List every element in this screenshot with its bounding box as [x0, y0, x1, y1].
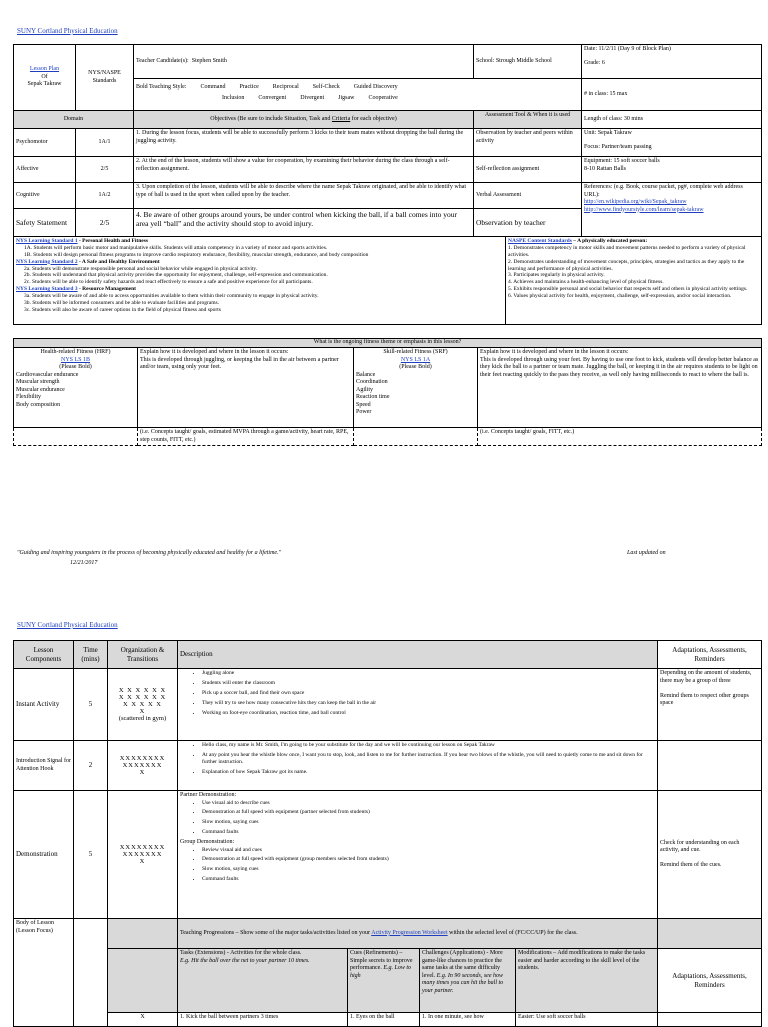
naspe-1: 1. Demonstrates competency in motor skills and movement patterns needed to perform a variety of physical activities.: [508, 244, 746, 258]
srf-item-6: Power: [356, 409, 372, 415]
nys-std-2a: 2a. Students will demonstrate responsible personal and social behavior while engaged in physical activity.: [24, 265, 258, 272]
group-bullet-2: • Demonstration at full speed with equipment (group members selected from students): [202, 856, 655, 863]
std-safety: 2/5: [76, 209, 134, 237]
srf-please-bold: (Please Bold): [399, 364, 432, 370]
domain-affective: Affective: [14, 157, 76, 183]
footer-quote: "Guiding and inspiring youngsters in the process of becoming physically educated and healthy for a lifetime.": [17, 550, 282, 556]
grade: Grade: 6: [584, 59, 605, 66]
nys-standard-3-link[interactable]: NYS Learning Standard 3: [16, 286, 78, 293]
fitness-table: [13, 338, 762, 446]
focus: Focus: Partner/team passing: [584, 143, 652, 150]
reference-link-1[interactable]: http://en.wikipedia.org/wiki/Sepak_takraw: [584, 199, 687, 205]
std-psychomotor: 1A/1: [76, 129, 134, 157]
hrf-please-bold: (Please Bold): [59, 364, 92, 370]
header-link[interactable]: SUNY Cortland Physical Education: [17, 27, 118, 35]
body-adapt-spacer: [658, 919, 762, 949]
body-row-challenge: 1. In one minute, see how: [420, 1013, 516, 1027]
instant-bullet-2: • Students will enter the classroom: [202, 680, 655, 687]
naspe-standards-cell: NASPE Content Standards – A physically educated person: 1. Demonstrates competency in motor skills and movement patterns needed to perform a variety of physical activities. 2. Demonstrates understanding of movement concepts, principles, strategies and tactics as they apply to the learning and performance of physical activities. 3. Participates regularly in physical activity. 4. Achieves and maintains a health-enhancing level of physical fitness. 5. Exhibits responsible personal and social behavior that respects self and others in physical activity settings. 6. Values physical activity for health, enjoyment, challenge, self-expression, and/or social interaction.: [506, 237, 762, 325]
group-bullet-3: • Slow motion, saying cues: [202, 866, 655, 873]
srf-item-2: Coordination: [356, 379, 388, 385]
style-cooperative: Cooperative: [368, 94, 398, 101]
partner-bullet-4: • Command faults: [202, 829, 655, 836]
assess-1: Observation by teacher and peers within activity: [474, 129, 582, 157]
style-command: Command: [200, 84, 226, 90]
partner-bullet-2: • Demonstration at full speed with equipment (partner selected from students): [202, 809, 655, 816]
body-row-cue: 1. Eyes on the ball: [348, 1013, 420, 1027]
class-length: Length of class: 30 mins: [582, 111, 762, 129]
demonstration-adaptations: Check for understanding on each activity, and cue. Remind them of the cues.: [658, 791, 762, 919]
unit: Unit: Sepak Takraw: [584, 130, 632, 136]
lesson-title-cell: [14, 45, 76, 111]
naspe-5: 5. Exhibits responsible personal and social behavior that respects self and others in physical activity settings.: [508, 286, 748, 293]
body-org-spacer-2: [108, 949, 178, 1013]
naspe-standards-link[interactable]: NASPE Content Standards: [508, 238, 572, 244]
body-of-lesson-label: Body of Lesson (Lesson Focus): [14, 919, 74, 1027]
hrf-link[interactable]: NYS LS 1B: [60, 356, 90, 363]
instant-organization: X X X X X X X X X X X X X X X X X X (scattered in gym): [108, 669, 178, 741]
assessment-label: Assessment Tool & When it is used: [474, 111, 582, 129]
teaching-progressions: Teaching Progressions – Show some of the major tasks/activities listed on your Activity Progression Worksheet within the selected level of (FC/CC/UP) for the class.: [178, 919, 658, 949]
activity-progression-link[interactable]: Activity Progression Worksheet: [371, 929, 448, 936]
lesson-components-table: [13, 640, 762, 1027]
instant-adaptations: Depending on the amount of students, there may be a group of three Remind them to respect other groups space: [658, 669, 762, 741]
naspe-3: 3. Participates regularly in physical activity.: [508, 272, 605, 279]
group-demo-label: Group Demonstration:: [180, 839, 235, 845]
nys-standards-cell: NYS Learning Standard 1 - Personal Health and Fitness 1A. Students will perform basic motor and manipulative skills. Students will attain competency in a variety of motor and sports activities. 1B. Students will design personal fitness programs to improve cardio respiratory endurance, flexibility, muscular strength, endurance, and body composition NYS Learning Standard 2 - A Safe and Healthy Environment 2a. Students will demonstrate responsible personal and social behavior while engaged in physical activity. 2b. Students will understand that physical activity provides the opportunity for enjoyment, challenge, self-expression and communication. 2c. Students will be able to identify safety hazards and react effectively to ensure a safe and positive experience for all participants. NYS Learning Standard 3 - Resource Management 3a. Students will be aware of and able to access opportunities available to them within their community to engage in physical activity. 3b. Students will be informed consumers and be able to evaluate facilities and programs. 3c. Students will also be aware of career options in the field of physical fitness and sports: [14, 237, 506, 325]
style-divergent: Divergent: [300, 94, 325, 101]
style-reciprocal: Reciprocal: [272, 84, 299, 90]
objective-3: 3. Upon completion of the lesson, students will be able to describe where the name Sepak Takraw originated, and be able to identify what type of ball is used in the sport when called upon by the teacher.: [134, 183, 474, 209]
domain-label: Domain: [14, 111, 134, 129]
reference-link-2[interactable]: http://www.findyourstyle.com/learn/sepak-takraw: [584, 206, 704, 213]
partner-bullet-3: • Slow motion, saying cues: [202, 819, 655, 826]
nys-std-1a: 1A. Students will perform basic motor and manipulative skills. Students will attain competency in a variety of motor and sports activities.: [24, 244, 328, 251]
introduction-adaptations: [658, 741, 762, 791]
hrf-title: Health-related Fitness (HRF): [40, 349, 111, 355]
standards-label: NYS/NASPE Standards: [76, 45, 134, 111]
hrf-explain-label: Explain how it is developed and where in the lesson it occurs:: [140, 349, 289, 355]
unit-cell: [582, 129, 762, 157]
date: Date: 11/2/11 (Day 9 of Block Plan): [584, 46, 671, 52]
hrf-item-1: Cardiovascular endurance: [16, 371, 79, 378]
objective-4: 4. Be aware of other groups around yours, be under control when kicking the ball, if a ball comes into your area yell “ball” and the activity should stop to avoid injury.: [134, 209, 474, 237]
hrf-note: (i.e. Concepts taught/ goals, estimated MVPA through a game/activity, heart rate, RPE, step counts, FITT, etc.): [138, 428, 354, 446]
fitness-question: What is the ongoing fitness theme or emphasis in this lesson?: [14, 339, 762, 348]
std-cognitive: 1A/2: [76, 183, 134, 209]
hrf-explain-cell: [138, 348, 354, 428]
std-affective: 2/5: [76, 157, 134, 183]
tasks-header: Tasks (Extensions) - Activities for the whole class. E.g. Hit the ball over the net to your partner 10 times.: [178, 949, 348, 1013]
hrf-item-3: Muscular endurance: [16, 386, 65, 393]
body-row-modification: Easier: Use soft soccer balls: [516, 1013, 658, 1027]
modifications-header: Modifications – Add modifications to make the tasks easier and harder according to the skill level of the students.: [516, 949, 658, 1013]
instant-bullet-4: • They will try to see how many consecutive hits they can keep the ball in the air: [202, 700, 655, 707]
intro-bullet-3: • Explanation of how Sepak Takraw got its name.: [202, 769, 655, 776]
col-time: Time (mins): [74, 641, 108, 669]
in-class: # in class: 15 max: [582, 79, 762, 111]
srf-item-3: Agility: [356, 386, 374, 393]
lesson-plan-link[interactable]: Lesson Plan: [29, 66, 60, 73]
references: References: (e.g. Book, course packet, pg#, complete web address URL):: [584, 184, 743, 198]
intro-bullet-1: • Hello class, my name is Mr. Smith, I'm going to be your substitute for the day and we will be continuing our lesson on Sepak Takraw: [202, 742, 655, 749]
instant-activity-time: 5: [74, 669, 108, 741]
teacher-label: Teacher Candidate(s):: [136, 57, 189, 64]
demonstration-time: 5: [74, 791, 108, 919]
style-self-check: Self-Check: [312, 84, 340, 90]
style-practice: Practice: [239, 84, 259, 90]
col-adaptations: Adaptations, Assessments, Reminders: [658, 641, 762, 669]
body-row-adaptation: [658, 1013, 762, 1027]
body-org-spacer: [108, 919, 178, 949]
instant-activity-label: Instant Activity: [14, 669, 74, 741]
introduction-description: [178, 741, 658, 791]
naspe-6: 6. Values physical activity for health, enjoyment, challenge, self-expression, and/or social interaction.: [508, 293, 732, 299]
demonstration-description: [178, 791, 658, 919]
instant-bullet-1: • Juggling alone: [202, 670, 655, 677]
body-adaptations-label: Adaptations, Assessments, Reminders: [658, 949, 762, 1013]
references-cell: [582, 183, 762, 237]
naspe-2: 2. Demonstrates understanding of movement concepts, principles, strategies and tactics as they apply to the learning and performance of physical activities.: [508, 258, 745, 272]
style-convergent: Convergent: [258, 94, 287, 101]
equipment-2: 8-10 Rattan Balls: [584, 165, 626, 172]
footer-date: 12/21/2017: [70, 560, 98, 566]
hrf-item-4: Flexibility: [16, 394, 42, 400]
nys-std-1b: 1B. Students will design personal fitness programs to improve cardio respiratory endurance, flexibility, muscular strength, endurance, and body composition: [24, 251, 369, 258]
srf-note: (i.e. Concepts taught/ goals, FITT, etc.): [478, 428, 762, 446]
srf-cell: [354, 348, 478, 428]
introduction-organization: XXXXXXXX XXXXXXX X: [108, 741, 178, 791]
objective-2: 2. At the end of the lesson, students will show a value for cooperation, by examining their behavior during the class through a self-reflection assignment.: [134, 157, 474, 183]
domain-cognitive: Cognitive: [14, 183, 76, 209]
srf-explain-cell: [478, 348, 762, 428]
body-time: [74, 919, 108, 1027]
style-guided-discovery: Guided Discovery: [353, 84, 398, 90]
assess-2: Self-reflection assignment: [474, 157, 582, 183]
body-row-task: 1. Kick the ball between partners 3 times: [178, 1013, 348, 1027]
lesson-name: Sepak Takraw: [27, 81, 62, 88]
col-organization: Organization & Transitions: [108, 641, 178, 669]
srf-title: Skill-related Fitness (SRF): [383, 349, 448, 355]
footer-updated: Last updated on: [627, 550, 666, 556]
nys-std-3a: 3a. Students will be aware of and able to access opportunities available to them within their community to engage in physical activity.: [24, 293, 319, 299]
teaching-styles-cell: [134, 79, 582, 111]
objectives-label: Objectives (Be sure to include Situation, Task and Criteria for each objective): [134, 111, 474, 129]
objective-1: 1. During the lesson focus, students will be able to successfully perform 3 kicks to their team mates without dropping the ball during the juggling activity.: [134, 129, 474, 157]
bold-style-label: Bold Teaching Style:: [136, 84, 187, 90]
body-row-organization: X: [108, 1013, 178, 1027]
col-components: Lesson Components: [14, 641, 74, 669]
hrf-explain: This is developed through juggling, or keeping the ball in the air between a partner and/or team, using only your feet.: [140, 356, 339, 370]
teacher-cell: [134, 45, 474, 79]
naspe-4: 4. Achieves and maintains a health-enhancing level of physical fitness.: [508, 279, 664, 286]
of-label: Of: [41, 73, 48, 80]
nys-std-2b: 2b. Students will understand that physical activity provides the opportunity for enjoyment, challenge, self-expression and communication.: [24, 272, 328, 279]
srf-link[interactable]: NYS LS 1A: [400, 356, 431, 363]
srf-item-5: Speed: [356, 401, 371, 408]
instant-bullet-3: • Pick up a soccer ball, and find their own space: [202, 690, 655, 697]
srf-explain: This is developed through using your feet. By having to use one foot to kick, students will develop better balance as they kick the ball to a partner or team mate. Juggling the ball, or keeping it in the air requires students to be light on their feet reacting quickly to the pass they receive, as well only having milliseconds to react to where the ball is.: [480, 356, 759, 378]
instant-description: [178, 669, 658, 741]
introduction-time: 2: [74, 741, 108, 791]
assess-4: Observation by teacher: [474, 209, 582, 237]
srf-item-4: Reaction time: [356, 394, 390, 400]
col-description: Description: [178, 641, 658, 669]
intro-bullet-2: • At any point you hear the whistle blow once, I want you to stop, look, and listen to me for further instruction. If you hear two blows of the whistle, you will need to quietly come to me and sit down for further instruction.: [202, 752, 655, 766]
partner-bullet-1: • Use visual aid to describe cues: [202, 800, 655, 807]
hrf-item-5: Body composition: [16, 401, 61, 408]
equipment: Equipment: 15 soft soccer balls: [584, 158, 660, 164]
hrf-cell: [14, 348, 138, 428]
instant-bullet-5: • Working on foot-eye coordination, reaction time, and ball control: [202, 710, 655, 717]
style-inclusion: Inclusion: [222, 94, 245, 101]
nys-std-3c: 3c. Students will also be aware of career options in the field of physical fitness and sports: [24, 306, 221, 313]
group-bullet-1: • Review visual aid and cues: [202, 847, 655, 854]
nys-standard-1-link[interactable]: NYS Learning Standard 1: [16, 238, 78, 244]
demonstration-label: Demonstration: [14, 791, 74, 919]
school: School: Strough Middle School: [474, 45, 582, 79]
srf-note-spacer: [354, 428, 478, 446]
style-jigsaw: Jigsaw: [338, 94, 355, 101]
assess-3: Verbal Assessment: [474, 183, 582, 209]
group-bullet-4: • Command faults: [202, 876, 655, 883]
domain-safety: Safety Statement: [14, 209, 76, 237]
srf-item-1: Balance: [356, 371, 376, 378]
cues-header: Cues (Refinements) – Simple secrets to improve performance. E.g. Low to high: [348, 949, 420, 1013]
domain-psychomotor: Psychomotor: [14, 129, 76, 157]
equipment-cell: [582, 157, 762, 183]
demonstration-organization: XXXXXXXX XXXXXXX X: [108, 791, 178, 919]
standards-table: [13, 236, 762, 325]
lesson-plan-header-table: [13, 44, 762, 237]
nys-std-2c: 2c. Students will be able to identify safety hazards and react effectively to ensure a safe and positive experience for all participants.: [24, 279, 313, 286]
nys-standard-2-link[interactable]: NYS Learning Standard 2: [16, 258, 78, 265]
hrf-note-spacer: [14, 428, 138, 446]
introduction-label: Introduction Signal for Attention Hook: [14, 741, 74, 791]
challenges-header: Challenges (Applications) - More game-like chances to practice the same tasks at the same difficulty level. E.g. In 90 seconds, see how many times you can hit the ball to your partner.: [420, 949, 516, 1013]
nys-std-3b: 3b. Students will be informed consumers and be able to evaluate facilities and programs.: [24, 299, 220, 306]
srf-explain-label: Explain how it is developed and where in the lesson it occurs:: [480, 349, 629, 355]
header-link-page-2[interactable]: SUNY Cortland Physical Education: [17, 621, 118, 629]
hrf-item-2: Muscular strength: [16, 379, 60, 385]
partner-demo-label: Partner Demonstration:: [180, 792, 237, 798]
date-grade-cell: [582, 45, 762, 79]
teacher-name: Stephen Smith: [191, 57, 227, 64]
